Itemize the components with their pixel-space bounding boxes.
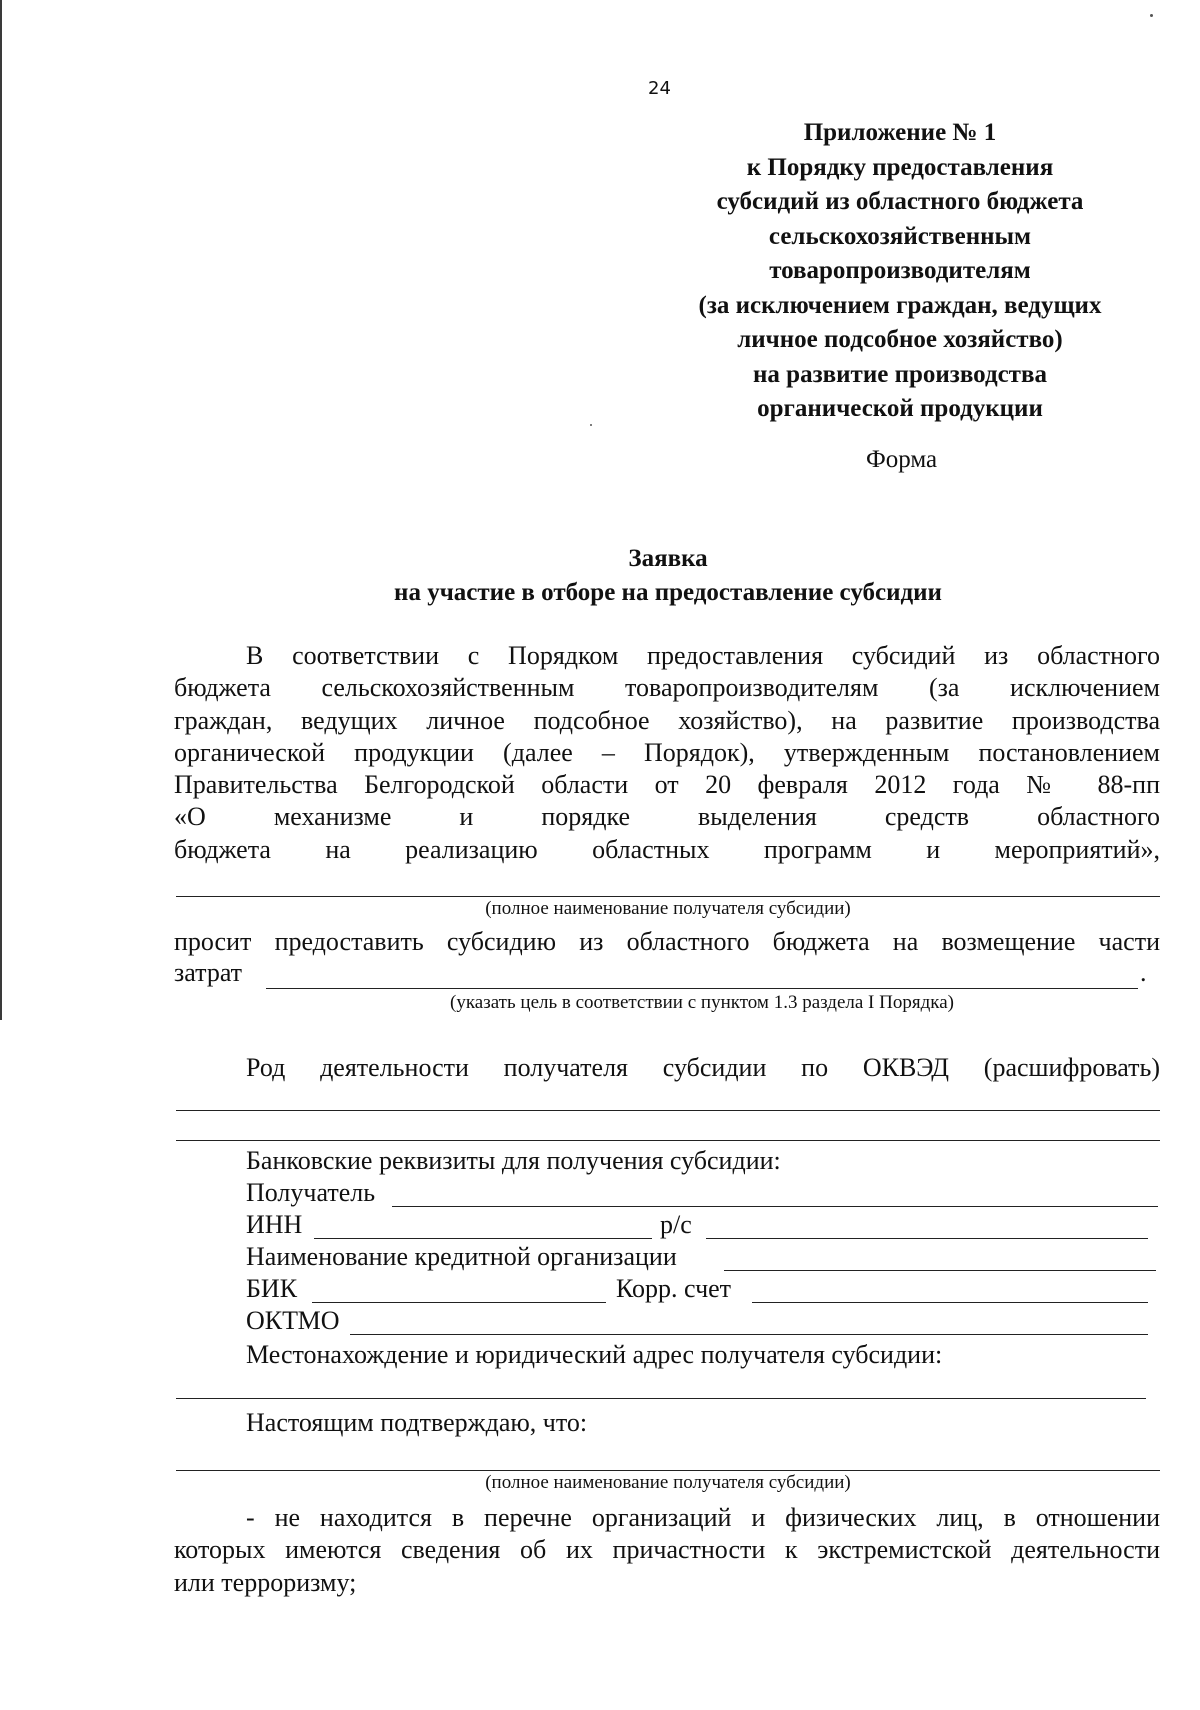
inn-label: ИНН (246, 1210, 303, 1239)
list-item-line: или терроризму; (174, 1567, 357, 1597)
scan-speck (590, 424, 592, 426)
appendix-line: сельскохозяйственным (768, 222, 1032, 250)
costs-label: затрат (174, 958, 243, 987)
intro-line: В соответствии с Порядком предоставления субсидий из областного (246, 641, 1160, 670)
bik-label: БИК (246, 1274, 298, 1303)
confirm-recipient-field[interactable] (176, 1470, 1160, 1471)
document-title (176, 542, 1160, 610)
intro-line: «О механизме и порядке выделения средств областного (174, 802, 1160, 832)
intro-line: бюджета сельскохозяйственным товаропроизводителям (за исключением (174, 673, 1160, 703)
purpose-caption: (указать цель в соответствии с пунктом 1.3 раздела I Порядка) (450, 992, 954, 1013)
title-line: на участие в отборе на предоставление субсидии (394, 579, 942, 606)
recipient-name-caption-2: (полное наименование получателя субсидии) (485, 1472, 851, 1493)
bank-details-heading: Банковские реквизиты для получения субсидии: (246, 1146, 781, 1175)
intro-line: органической продукции (далее – Порядок), утвержденным постановлением (174, 737, 1160, 767)
address-field[interactable] (176, 1398, 1146, 1399)
address-label: Местонахождение и юридический адрес получателя субсидии: (246, 1340, 943, 1369)
okved-line: Род деятельности получателя субсидии по ОКВЭД (расшифровать) (246, 1053, 1160, 1082)
oktmo-field[interactable] (350, 1334, 1148, 1335)
form-label: Форма (866, 446, 938, 473)
okved-field-2[interactable] (176, 1140, 1160, 1141)
list-item-line: которых имеются сведения об их причастности к экстремистской деятельности (174, 1535, 1160, 1565)
appendix-line: Приложение № 1 (803, 119, 997, 146)
recipient-field[interactable] (392, 1206, 1158, 1207)
scan-edge (0, 0, 2, 1020)
recipient-name-caption: (полное наименование получателя субсидии) (485, 898, 851, 919)
intro-line: бюджета на реализацию областных программ и мероприятий», (174, 834, 1160, 864)
corr-account-field[interactable] (752, 1302, 1148, 1303)
appendix-block (640, 116, 1160, 427)
intro-paragraph (174, 640, 1160, 866)
bik-field[interactable] (312, 1302, 606, 1303)
appendix-line: личное подсобное хозяйство) (737, 326, 1063, 353)
scan-speck (1150, 14, 1153, 17)
page-number: 24 (648, 78, 671, 99)
okved-field-1[interactable] (176, 1110, 1160, 1111)
oktmo-label: ОКТМО (246, 1306, 340, 1335)
recipient-label: Получатель (246, 1178, 376, 1207)
confirm-text: Настоящим подтверждаю, что: (246, 1408, 588, 1437)
title-line: Заявка (628, 545, 708, 572)
intro-line: Правительства Белгородской области от 20 февраля 2012 года № 88-пп (174, 770, 1160, 800)
account-field[interactable] (706, 1238, 1148, 1239)
intro-line: граждан, ведущих личное подсобное хозяйство), на развитие производства (174, 705, 1160, 735)
appendix-line: на развитие производства (753, 360, 1047, 388)
credit-org-label: Наименование кредитной организации (246, 1242, 677, 1271)
appendix-line: (за исключением граждан, ведущих (698, 291, 1102, 319)
inn-field[interactable] (314, 1238, 652, 1239)
appendix-line: субсидий из областного бюджета (716, 188, 1084, 215)
request-line: просит предоставить субсидию из областного бюджета на возмещение части (174, 927, 1160, 956)
account-label: р/с (660, 1210, 692, 1239)
list-item-paragraph (174, 1502, 1160, 1599)
request-paragraph (174, 926, 1160, 958)
okved-paragraph (174, 1052, 1160, 1084)
appendix-line: органической продукции (757, 395, 1043, 422)
recipient-name-field[interactable] (176, 896, 1160, 897)
appendix-line: товаропроизводителям (769, 257, 1031, 284)
credit-org-field[interactable] (724, 1270, 1156, 1271)
corr-account-label: Корр. счет (616, 1274, 732, 1303)
list-item-line: - не находится в перечне организаций и физических лиц, в отношении (246, 1503, 1160, 1532)
period-mark: . (1140, 958, 1147, 987)
costs-purpose-field[interactable] (266, 988, 1138, 989)
appendix-line: к Порядку предоставления (746, 153, 1054, 181)
